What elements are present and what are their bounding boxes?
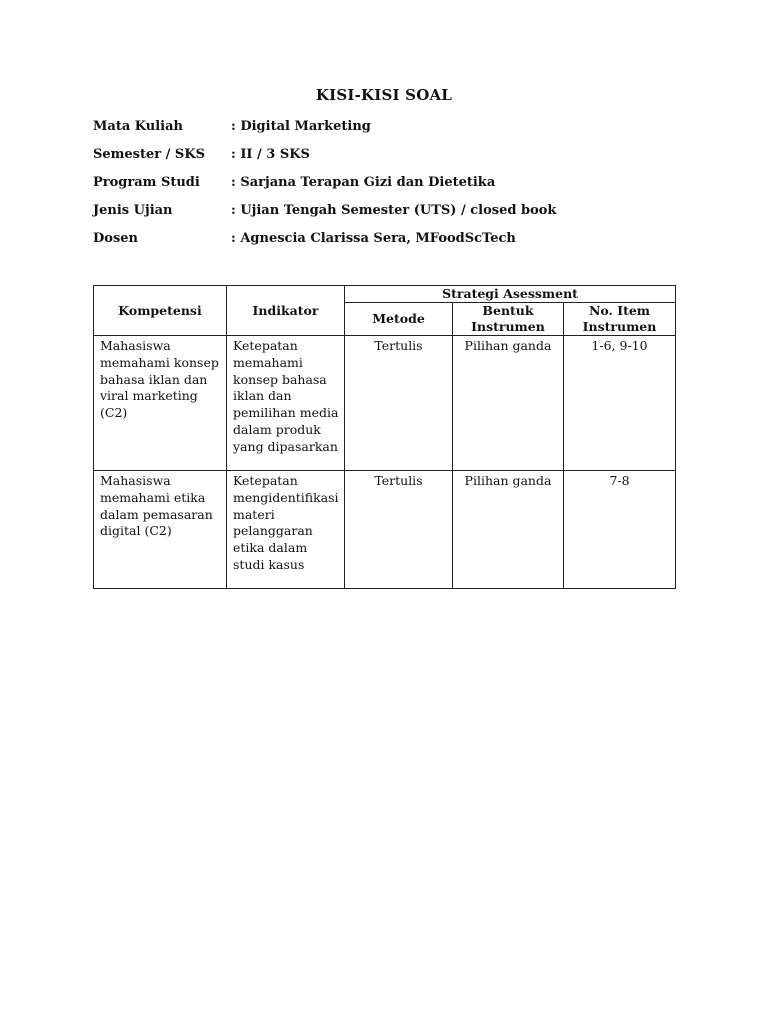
meta-label: Program Studi <box>93 175 200 190</box>
header-strategi-asessment: Strategi Asessment <box>345 286 676 303</box>
cell-bentuk: Pilihan ganda <box>453 336 564 471</box>
meta-value: : Digital Marketing <box>231 119 371 134</box>
header-metode: Metode <box>345 303 453 336</box>
meta-label: Dosen <box>93 231 138 246</box>
cell-no-item: 7-8 <box>564 471 676 589</box>
document-title: KISI-KISI SOAL <box>315 86 453 104</box>
meta-label: Mata Kuliah <box>93 119 183 134</box>
meta-label: Jenis Ujian <box>93 203 173 218</box>
header-bentuk-instrumen: Bentuk Instrumen <box>453 303 564 336</box>
kisi-table <box>93 285 676 589</box>
cell-indikator: Ketepatan mengidentifikasi materi pelanggaran etika dalam studi kasus <box>227 471 345 589</box>
meta-value: : Agnescia Clarissa Sera, MFoodScTech <box>231 231 516 246</box>
cell-no-item: 1-6, 9-10 <box>564 336 676 471</box>
cell-metode: Tertulis <box>345 336 453 471</box>
meta-label: Semester / SKS <box>93 147 206 162</box>
meta-value: : II / 3 SKS <box>231 147 310 162</box>
table-row <box>94 336 676 471</box>
cell-kompetensi: Mahasiswa memahami konsep bahasa iklan dan viral marketing (C2) <box>94 336 227 471</box>
meta-value: : Ujian Tengah Semester (UTS) / closed book <box>231 203 557 218</box>
header-kompetensi: Kompetensi <box>94 286 227 336</box>
table-row <box>94 471 676 589</box>
cell-kompetensi: Mahasiswa memahami etika dalam pemasaran digital (C2) <box>94 471 227 589</box>
cell-bentuk: Pilihan ganda <box>453 471 564 589</box>
cell-indikator: Ketepatan memahami konsep bahasa iklan dan pemilihan media dalam produk yang dipasarkan <box>227 336 345 471</box>
meta-value: : Sarjana Terapan Gizi dan Dietetika <box>231 175 496 190</box>
header-indikator: Indikator <box>227 286 345 336</box>
table-header-row <box>94 286 676 303</box>
cell-metode: Tertulis <box>345 471 453 589</box>
header-no-item-instrumen: No. Item Instrumen <box>564 303 676 336</box>
